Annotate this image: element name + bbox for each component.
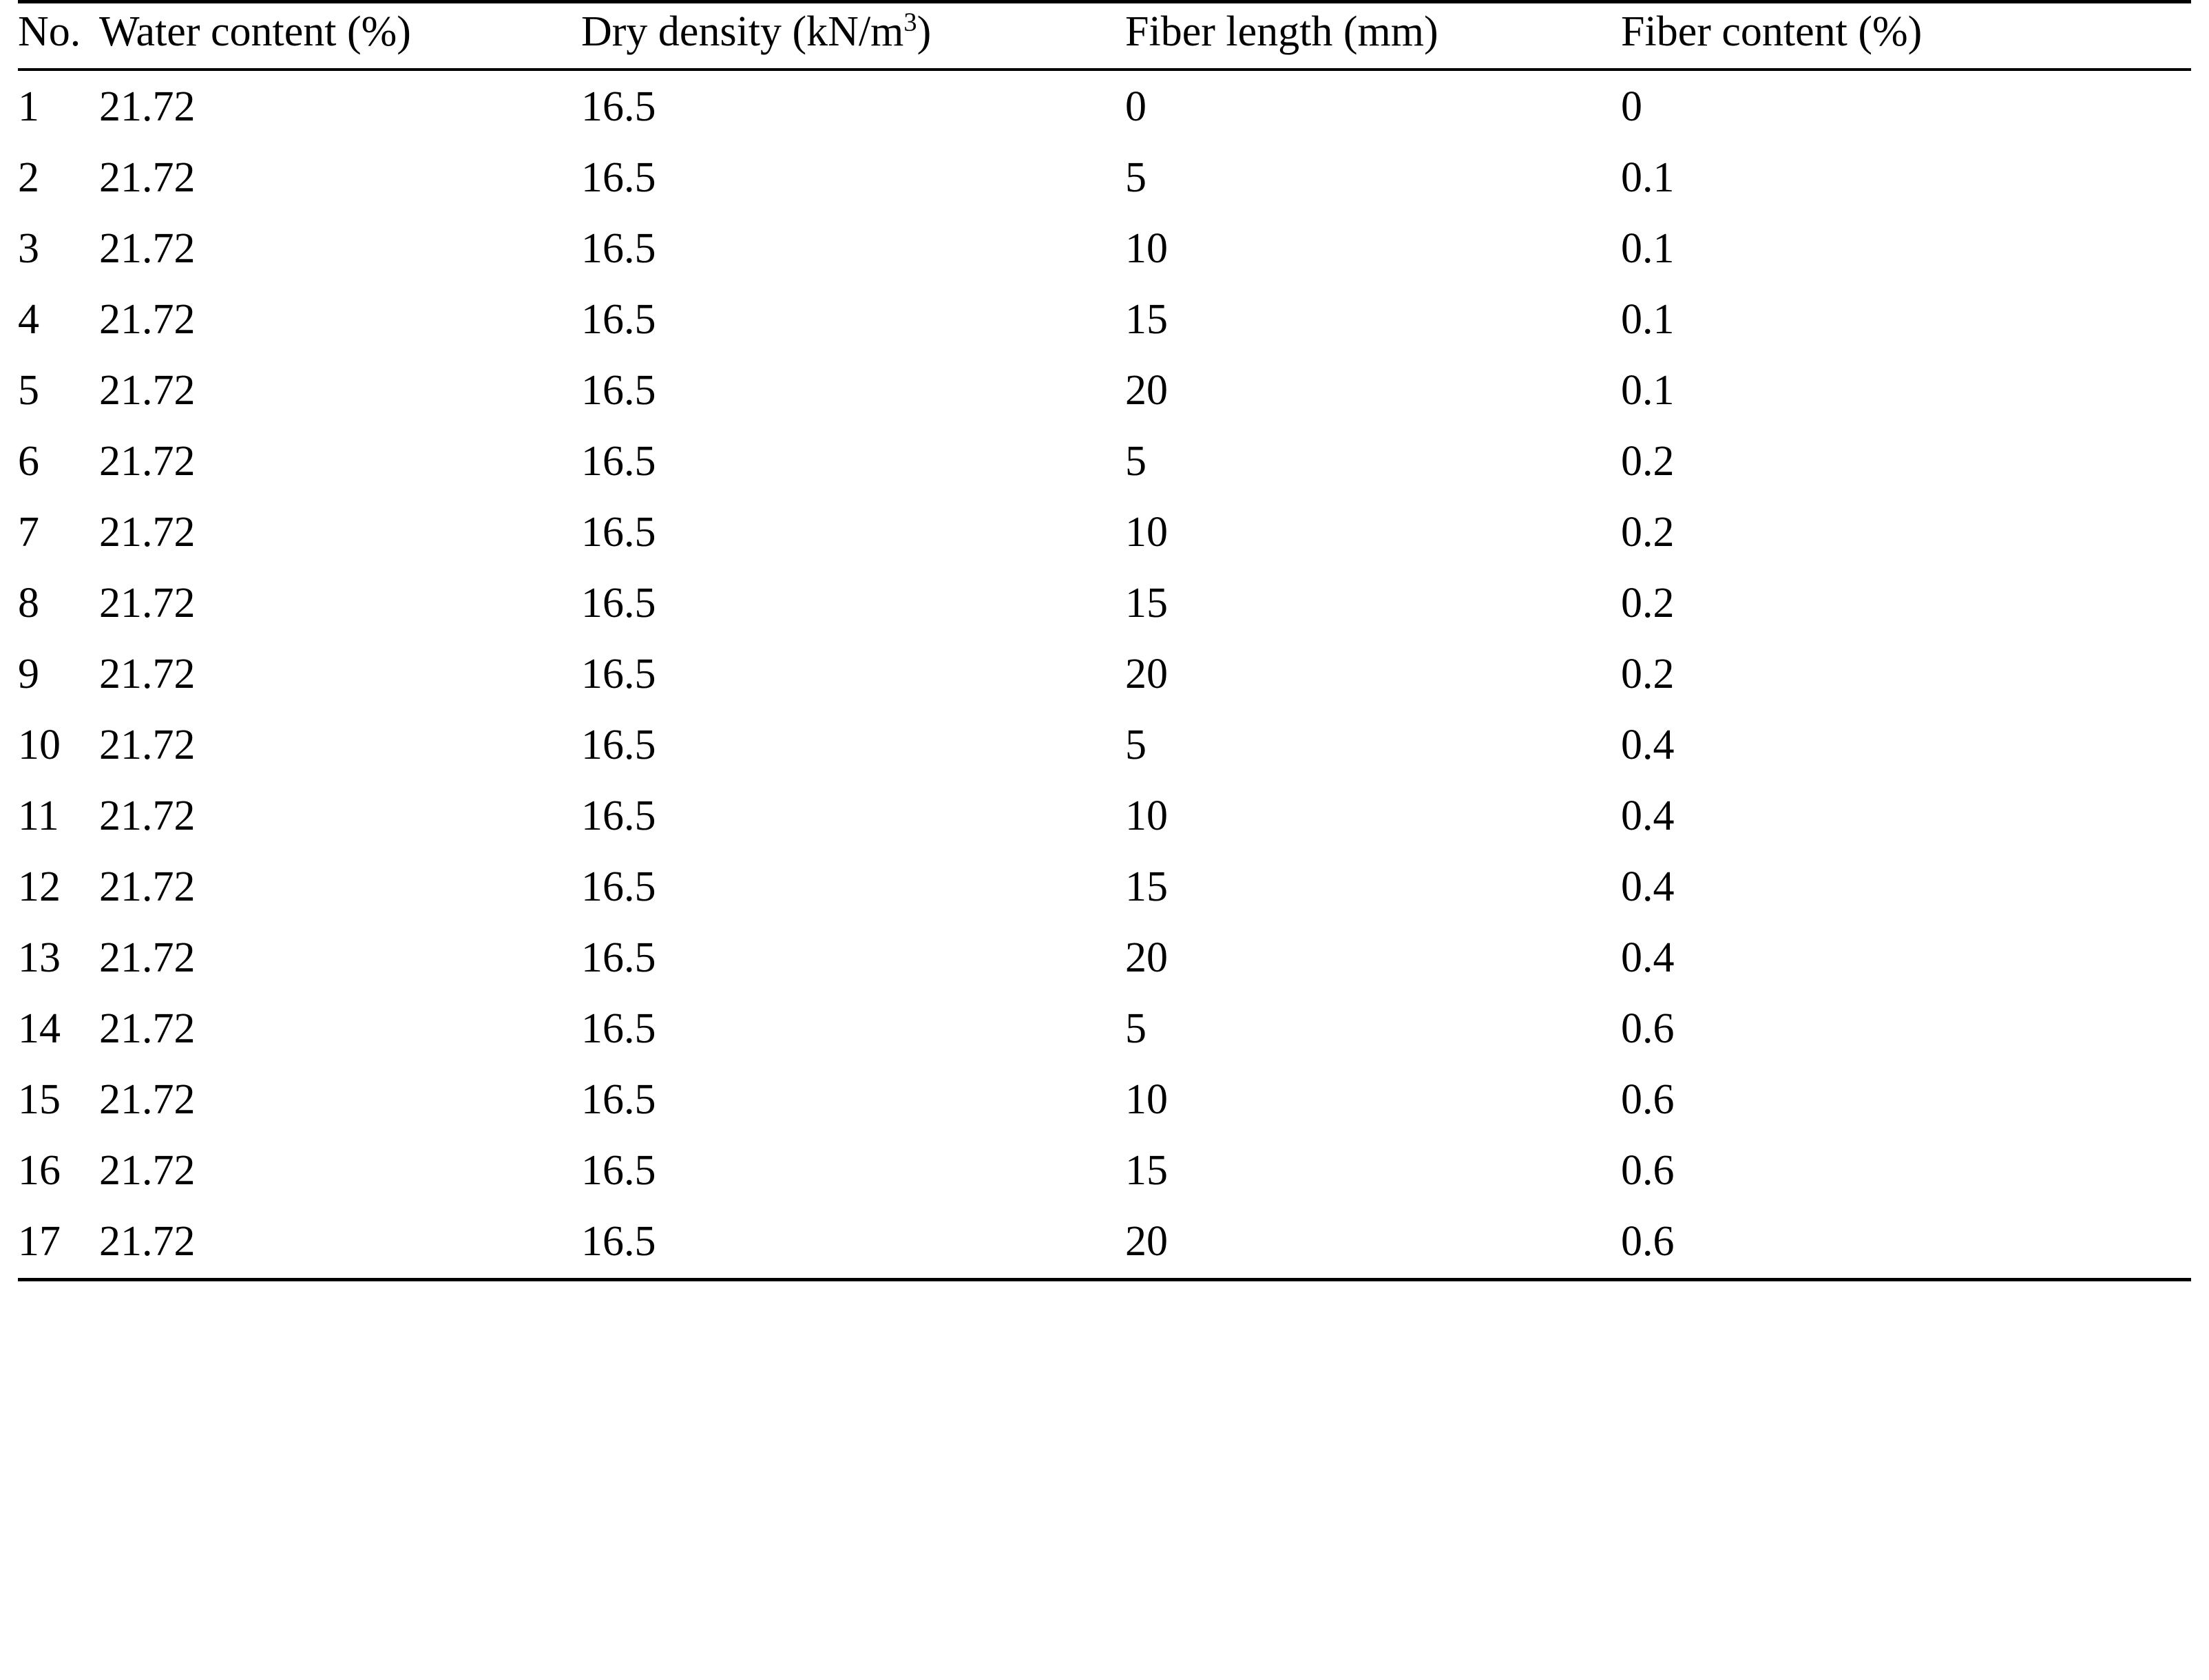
cell-dry: 16.5 bbox=[581, 438, 656, 485]
table-row bbox=[18, 284, 2191, 355]
cell-water: 21.72 bbox=[99, 83, 196, 130]
cell-dry: 16.5 bbox=[581, 154, 656, 201]
cell-water: 21.72 bbox=[99, 1076, 196, 1123]
table-row bbox=[18, 213, 2191, 284]
cell-dry: 16.5 bbox=[581, 934, 656, 981]
column-header-dry-density-text: Dry density (kN/m bbox=[581, 8, 904, 55]
cell-water: 21.72 bbox=[99, 1147, 196, 1194]
cell-fib: 0.1 bbox=[1621, 296, 1675, 343]
cell-no: 14 bbox=[18, 1005, 61, 1052]
cell-no: 13 bbox=[18, 934, 61, 981]
table-header bbox=[18, 2, 2191, 70]
cell-no: 5 bbox=[18, 367, 39, 414]
cell-len: 5 bbox=[1125, 154, 1147, 201]
cell-fib: 0.6 bbox=[1621, 1005, 1675, 1052]
cell-water: 21.72 bbox=[99, 296, 196, 343]
cell-fib: 0.2 bbox=[1621, 438, 1675, 485]
cell-dry: 16.5 bbox=[581, 863, 656, 910]
cell-no: 9 bbox=[18, 651, 39, 697]
cell-dry: 16.5 bbox=[581, 509, 656, 556]
cell-dry: 16.5 bbox=[581, 367, 656, 414]
cell-water: 21.72 bbox=[99, 1005, 196, 1052]
cell-len: 20 bbox=[1125, 934, 1168, 981]
cell-fib: 0.4 bbox=[1621, 722, 1675, 768]
table-row bbox=[18, 70, 2191, 142]
cell-fib: 0.2 bbox=[1621, 580, 1675, 627]
cell-fib: 0.6 bbox=[1621, 1076, 1675, 1123]
cell-water: 21.72 bbox=[99, 509, 196, 556]
experiment-scheme-table bbox=[18, 0, 2191, 1281]
cell-dry: 16.5 bbox=[581, 225, 656, 272]
cell-fib: 0 bbox=[1621, 83, 1642, 130]
column-header-fiber-content: Fiber content (%) bbox=[1621, 2, 2191, 70]
cell-no: 7 bbox=[18, 509, 39, 556]
table-row bbox=[18, 851, 2191, 922]
table-row bbox=[18, 780, 2191, 851]
cell-water: 21.72 bbox=[99, 722, 196, 768]
cell-len: 20 bbox=[1125, 1206, 1621, 1280]
column-header-fiber-length: Fiber length (mm) bbox=[1125, 2, 1621, 70]
cell-no: 1 bbox=[18, 83, 39, 130]
cell-dry: 16.5 bbox=[581, 1206, 1125, 1280]
cell-fib: 0.2 bbox=[1621, 651, 1675, 697]
cell-fib: 0.1 bbox=[1621, 154, 1675, 201]
cell-dry: 16.5 bbox=[581, 1147, 656, 1194]
cell-no: 15 bbox=[18, 1076, 61, 1123]
cell-no: 2 bbox=[18, 154, 39, 201]
cell-fib: 0.4 bbox=[1621, 863, 1675, 910]
cell-water: 21.72 bbox=[99, 367, 196, 414]
cell-fib: 0.4 bbox=[1621, 792, 1675, 839]
column-header-no: No. bbox=[18, 2, 99, 70]
cell-len: 10 bbox=[1125, 792, 1168, 839]
cell-no: 17 bbox=[18, 1206, 99, 1280]
cell-dry: 16.5 bbox=[581, 792, 656, 839]
cell-fib: 0.2 bbox=[1621, 509, 1675, 556]
table-row bbox=[18, 1064, 2191, 1135]
cell-dry: 16.5 bbox=[581, 1076, 656, 1123]
cell-no: 6 bbox=[18, 438, 39, 485]
cell-no: 8 bbox=[18, 580, 39, 627]
cell-dry: 16.5 bbox=[581, 296, 656, 343]
cell-len: 10 bbox=[1125, 509, 1168, 556]
table-row bbox=[18, 142, 2191, 213]
cell-water: 21.72 bbox=[99, 792, 196, 839]
cell-no: 12 bbox=[18, 863, 61, 910]
cell-fib: 0.6 bbox=[1621, 1147, 1675, 1194]
cell-dry: 16.5 bbox=[581, 580, 656, 627]
cell-len: 5 bbox=[1125, 438, 1147, 485]
cell-no: 16 bbox=[18, 1147, 61, 1194]
cell-len: 15 bbox=[1125, 1147, 1168, 1194]
cell-len: 10 bbox=[1125, 1076, 1168, 1123]
cell-water: 21.72 bbox=[99, 580, 196, 627]
cell-len: 15 bbox=[1125, 863, 1168, 910]
column-header-water-content: Water content (%) bbox=[99, 2, 581, 70]
table-row bbox=[18, 426, 2191, 496]
cell-fib: 0.1 bbox=[1621, 367, 1675, 414]
table-body bbox=[18, 70, 2191, 1280]
cell-no: 4 bbox=[18, 296, 39, 343]
cell-water: 21.72 bbox=[99, 1206, 581, 1280]
cell-len: 5 bbox=[1125, 1005, 1147, 1052]
cell-len: 5 bbox=[1125, 722, 1147, 768]
cell-len: 15 bbox=[1125, 296, 1168, 343]
table-row bbox=[18, 496, 2191, 567]
cell-len: 0 bbox=[1125, 83, 1147, 130]
cell-dry: 16.5 bbox=[581, 83, 656, 130]
cell-no: 10 bbox=[18, 722, 61, 768]
cell-water: 21.72 bbox=[99, 863, 196, 910]
table-row bbox=[18, 567, 2191, 638]
table-row bbox=[18, 993, 2191, 1064]
table-row bbox=[18, 922, 2191, 993]
cell-fib: 0.4 bbox=[1621, 934, 1675, 981]
table-row bbox=[18, 638, 2191, 709]
table-row bbox=[18, 355, 2191, 426]
table-row bbox=[18, 709, 2191, 780]
cell-water: 21.72 bbox=[99, 934, 196, 981]
cell-water: 21.72 bbox=[99, 438, 196, 485]
cell-water: 21.72 bbox=[99, 154, 196, 201]
cell-water: 21.72 bbox=[99, 651, 196, 697]
cell-len: 15 bbox=[1125, 580, 1168, 627]
column-header-dry-density-close: ) bbox=[917, 8, 932, 55]
cell-no: 3 bbox=[18, 225, 39, 272]
table-row bbox=[18, 1135, 2191, 1206]
cell-len: 20 bbox=[1125, 651, 1168, 697]
cell-len: 10 bbox=[1125, 225, 1168, 272]
cell-dry: 16.5 bbox=[581, 722, 656, 768]
table-row bbox=[18, 1206, 2191, 1280]
cell-fib: 0.1 bbox=[1621, 225, 1675, 272]
column-header-dry-density-exponent: 3 bbox=[903, 8, 917, 37]
cell-len: 20 bbox=[1125, 367, 1168, 414]
cell-water: 21.72 bbox=[99, 225, 196, 272]
column-header-dry-density bbox=[581, 2, 1125, 70]
cell-dry: 16.5 bbox=[581, 651, 656, 697]
cell-fib: 0.6 bbox=[1621, 1206, 2191, 1280]
cell-no: 11 bbox=[18, 792, 59, 839]
cell-dry: 16.5 bbox=[581, 1005, 656, 1052]
